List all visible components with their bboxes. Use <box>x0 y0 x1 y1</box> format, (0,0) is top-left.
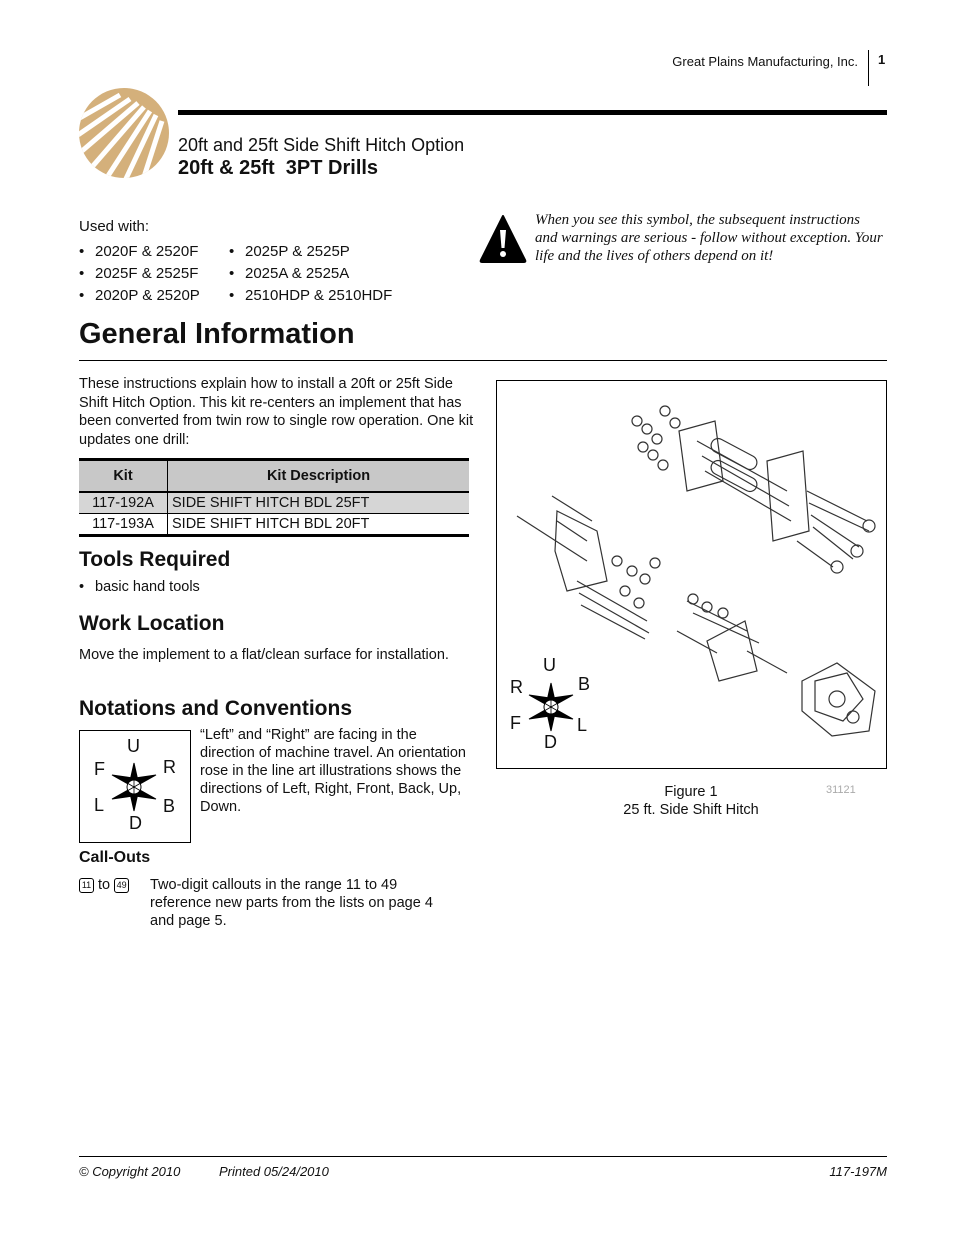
figure-caption <box>596 783 786 819</box>
figure-number: Figure 1 <box>664 784 718 800</box>
callout-range <box>79 877 129 893</box>
great-plains-logo <box>78 87 170 179</box>
kit-description-cell: SIDE SHIFT HITCH BDL 20FT <box>168 514 470 536</box>
section-heading-notations: Notations and Conventions <box>79 697 352 720</box>
callouts-heading: Call-Outs <box>79 849 151 866</box>
kit-number-cell: 117-192A <box>79 492 168 514</box>
kit-description-cell: SIDE SHIFT HITCH BDL 25FT <box>168 492 470 514</box>
company-name: Great Plains Manufacturing, Inc. <box>672 54 858 69</box>
rose-label-down: D <box>129 813 142 833</box>
figure-rose-label-down: D <box>544 732 557 752</box>
list-item: • 2020P & 2520P <box>79 285 200 307</box>
figure-orientation-rose-icon <box>523 679 579 735</box>
list-item: • 2025P & 2525P <box>229 241 392 263</box>
callout-badge-end: 49 <box>114 878 129 893</box>
rose-label-left: L <box>94 795 105 815</box>
figure-rose-label-left: L <box>577 715 588 735</box>
footer-printed-date: Printed 05/24/2010 <box>219 1164 329 1179</box>
footer-rule <box>79 1156 887 1157</box>
list-item: • 2025F & 2525F <box>79 263 200 285</box>
list-item: • 2020F & 2520F <box>79 241 200 263</box>
rose-label-front: F <box>94 759 105 779</box>
tools-list <box>79 576 200 598</box>
section-heading-general: General Information <box>79 318 355 350</box>
used-with-label: Used with: <box>79 218 150 235</box>
warning-text: When you see this symbol, the subsequent instructions and warnings are serious - follow without exception. Your life and the lives of others depend on it! <box>535 212 883 264</box>
section-rule <box>79 360 887 361</box>
rose-label-right: R <box>163 757 176 777</box>
document-title: 20ft & 25ft 3PT Drills <box>178 157 379 179</box>
callouts-text: Two-digit callouts in the range 11 to 49 reference new parts from the lists on page 4 and page 5. <box>150 877 433 929</box>
rose-label-up: U <box>127 736 140 756</box>
document-subtitle: 20ft and 25ft Side Shift Hitch Option <box>178 135 465 155</box>
header-rule <box>178 110 887 115</box>
footer-copyright: © Copyright 2010 <box>79 1164 181 1179</box>
warning-triangle-icon <box>479 214 527 264</box>
figure-title: 25 ft. Side Shift Hitch <box>623 802 759 818</box>
orientation-rose-box <box>79 730 191 843</box>
table-row <box>79 492 469 514</box>
notations-text: “Left” and “Right” are facing in the direction of machine travel. An orientation rose in the line art illustrations shows the directions of Left, Right, Front, Back, Up, Down. <box>200 727 466 815</box>
figure-art-number: 31121 <box>826 784 856 796</box>
column-header-description: Kit Description <box>168 460 470 493</box>
page-number: 1 <box>878 52 886 67</box>
section-heading-tools: Tools Required <box>79 548 231 571</box>
section-heading-work-location: Work Location <box>79 612 225 635</box>
footer-document-number: 117-197M <box>829 1164 887 1179</box>
intro-paragraph: These instructions explain how to install a 20ft or 25ft Side Shift Hitch Option. This kit re-centers an implement that has been converted from twin row to single row operation. One kit updates one drill: <box>79 376 474 448</box>
rose-label-back: B <box>163 796 176 816</box>
kit-table <box>79 458 469 537</box>
figure-rose-label-back: B <box>578 674 591 694</box>
kit-number-cell: 117-193A <box>79 514 168 536</box>
header-divider <box>868 50 869 86</box>
list-item: • 2025A & 2525A <box>229 263 392 285</box>
list-item: • 2510HDP & 2510HDF <box>229 285 392 307</box>
work-location-text: Move the implement to a flat/clean surface for installation. <box>79 647 449 663</box>
callout-badge-start: 11 <box>79 878 94 893</box>
figure-rose-label-right: R <box>510 677 523 697</box>
figure-rose-label-up: U <box>543 655 556 675</box>
figure-frame <box>496 380 887 769</box>
list-item: • basic hand tools <box>79 576 200 598</box>
figure-rose-label-front: F <box>510 713 521 733</box>
column-header-kit: Kit <box>79 460 168 493</box>
model-list-1 <box>79 241 200 307</box>
orientation-rose-icon <box>106 759 162 815</box>
table-header-row <box>79 460 469 493</box>
callout-to-word: to <box>98 877 111 893</box>
model-list-2 <box>229 241 392 307</box>
table-row <box>79 514 469 536</box>
